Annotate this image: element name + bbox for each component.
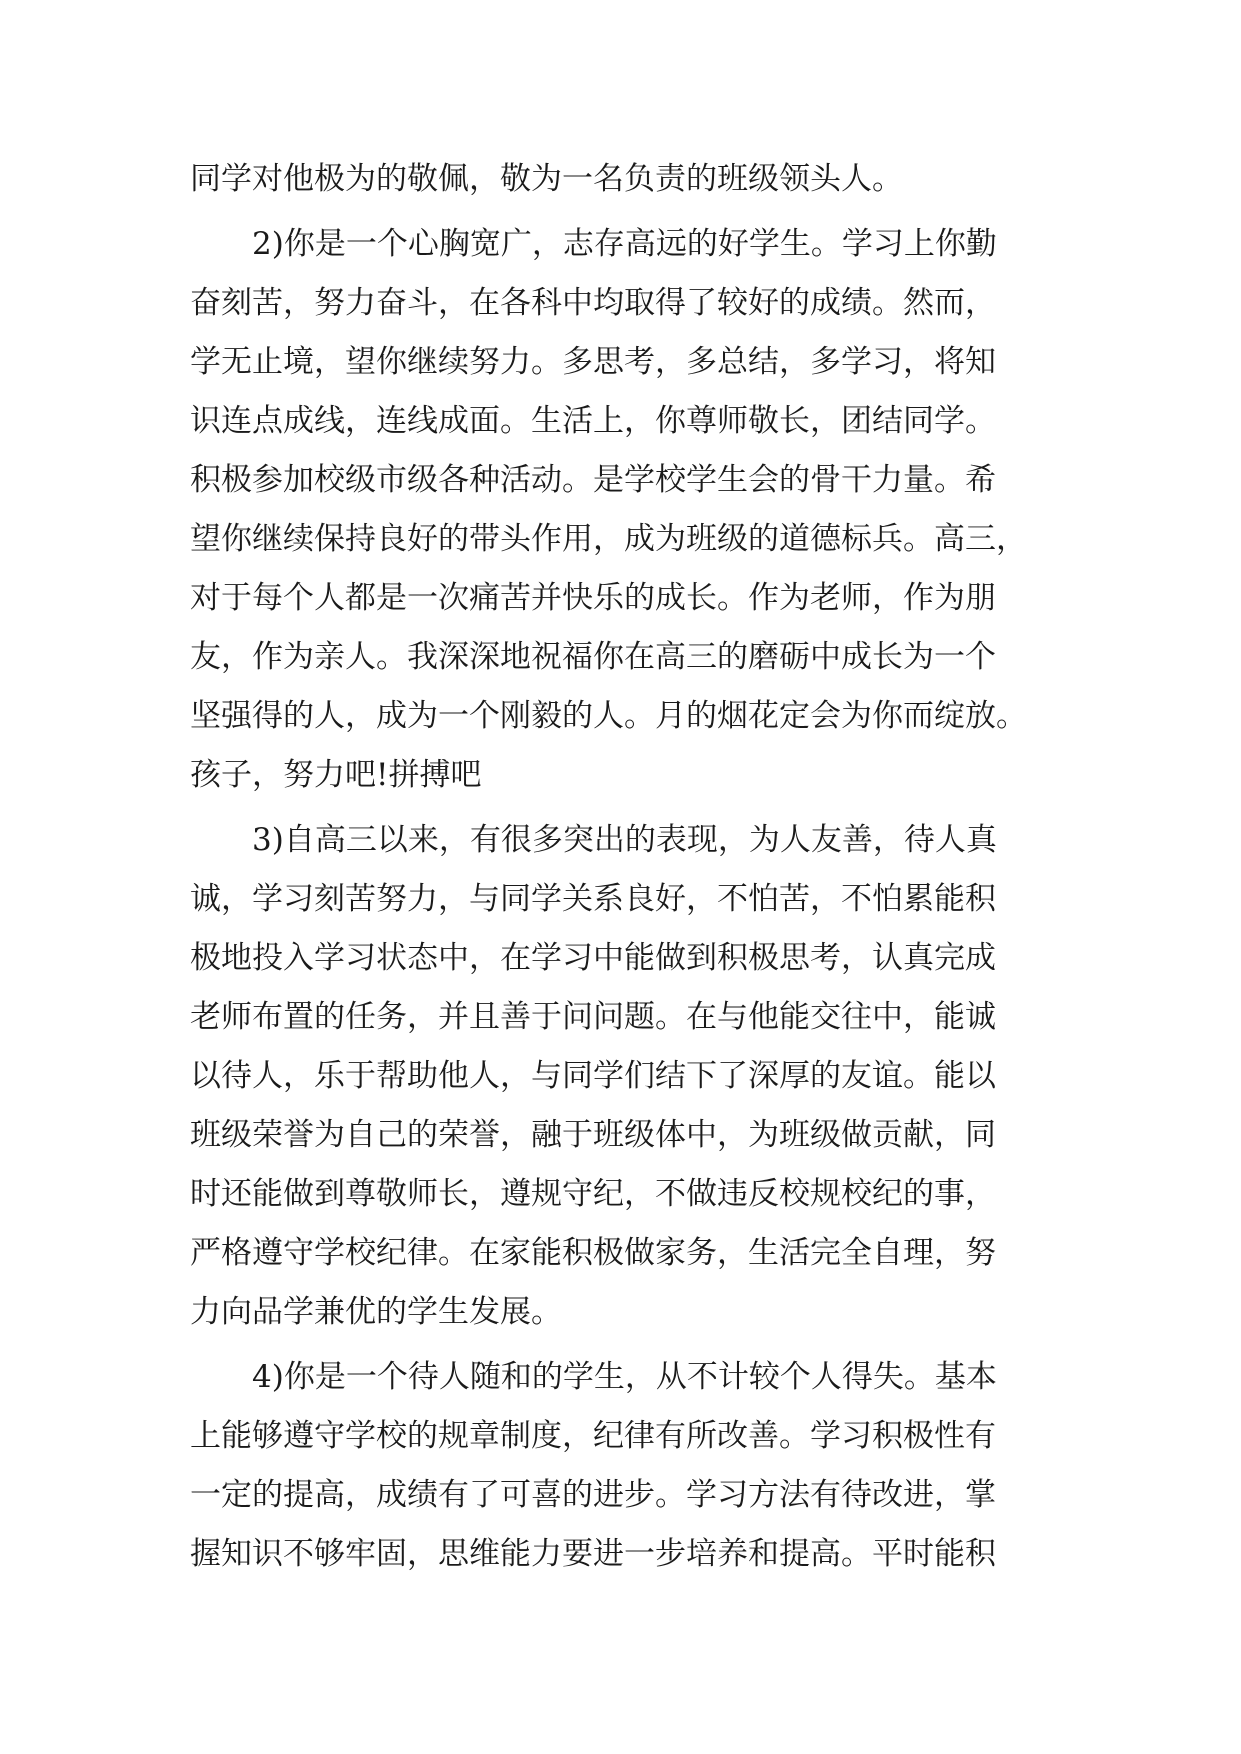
text-line: 坚强得的人，成为一个刚毅的人。月的烟花定会为你而绽放。 bbox=[190, 698, 1027, 734]
text-line: 3)自高三以来，有很多突出的表现，为人友善，待人真 bbox=[252, 822, 997, 858]
text-line: 同学对他极为的敬佩，敬为一名负责的班级领头人。 bbox=[190, 161, 903, 197]
text-line: 4)你是一个待人随和的学生，从不计较个人得失。基本 bbox=[252, 1359, 997, 1395]
text-line: 学无止境，望你继续努力。多思考，多总结，多学习，将知 bbox=[190, 344, 996, 380]
text-line: 诚，学习刻苦努力，与同学关系良好，不怕苦，不怕累能积 bbox=[190, 881, 996, 917]
text-line: 一定的提高，成绩有了可喜的进步。学习方法有待改进，掌 bbox=[190, 1477, 996, 1513]
text-line: 上能够遵守学校的规章制度，纪律有所改善。学习积极性有 bbox=[190, 1418, 996, 1454]
text-line: 望你继续保持良好的带头作用，成为班级的道德标兵。高三， bbox=[190, 521, 1027, 557]
text-line: 对于每个人都是一次痛苦并快乐的成长。作为老师，作为朋 bbox=[190, 580, 996, 616]
text-line: 友，作为亲人。我深深地祝福你在高三的磨砺中成长为一个 bbox=[190, 639, 996, 675]
text-line: 班级荣誉为自己的荣誉，融于班级体中，为班级做贡献，同 bbox=[190, 1117, 996, 1153]
text-line: 力向品学兼优的学生发展。 bbox=[190, 1294, 562, 1330]
document-body bbox=[190, 150, 1050, 1584]
text-line: 时还能做到尊敬师长，遵规守纪，不做违反校规校纪的事， bbox=[190, 1176, 996, 1212]
text-line: 孩子，努力吧!拼搏吧 bbox=[190, 757, 482, 793]
text-line: 老师布置的任务，并且善于问问题。在与他能交往中，能诚 bbox=[190, 999, 996, 1035]
text-line: 识连点成线，连线成面。生活上，你尊师敬长，团结同学。 bbox=[190, 403, 996, 439]
text-line: 积极参加校级市级各种活动。是学校学生会的骨干力量。希 bbox=[190, 462, 996, 498]
text-line: 握知识不够牢固，思维能力要进一步培养和提高。平时能积 bbox=[190, 1536, 996, 1572]
text-line: 2)你是一个心胸宽广，志存高远的好学生。学习上你勤 bbox=[252, 226, 997, 262]
text-line: 极地投入学习状态中，在学习中能做到积极思考，认真完成 bbox=[190, 940, 996, 976]
text-line: 以待人，乐于帮助他人，与同学们结下了深厚的友谊。能以 bbox=[190, 1058, 996, 1094]
text-line: 奋刻苦，努力奋斗，在各科中均取得了较好的成绩。然而， bbox=[190, 285, 996, 321]
text-line: 严格遵守学校纪律。在家能积极做家务，生活完全自理，努 bbox=[190, 1235, 996, 1271]
